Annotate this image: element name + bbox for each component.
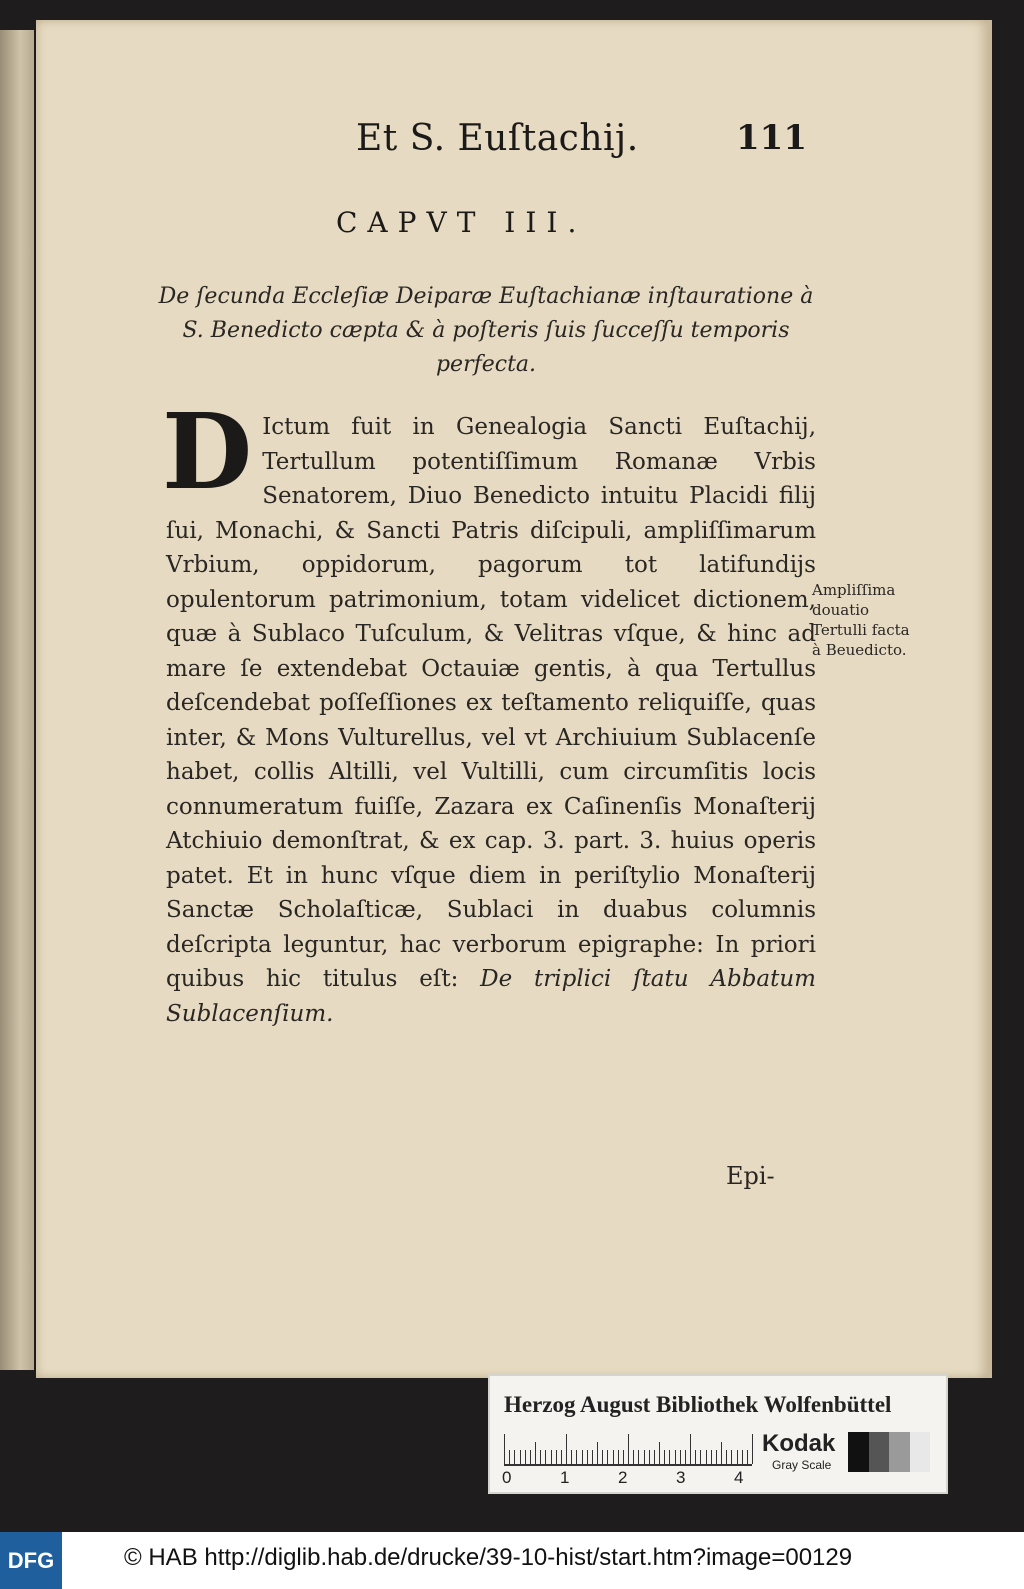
ruler-tick [525,1450,526,1464]
ruler-tick [582,1450,583,1464]
ruler-tick [571,1450,572,1464]
ruler-tick [659,1442,660,1464]
ruler-label: 2 [618,1468,628,1487]
ruler-labels [502,1468,762,1488]
measurement-ruler [504,1430,752,1466]
page-number: 111 [736,118,807,158]
ruler-label: 4 [734,1468,744,1487]
ruler-tick [545,1450,546,1464]
gray-scale-label: Gray Scale [772,1458,832,1472]
ruler-tick [644,1450,645,1464]
chapter-title: CAPVT III. [336,206,587,239]
ruler-label: 1 [560,1468,570,1487]
gray-swatch [848,1432,869,1472]
ruler-tick [706,1450,707,1464]
ruler-label: 3 [676,1468,686,1487]
kodak-brand: Kodak [762,1430,836,1457]
ruler-tick [742,1450,743,1464]
ruler-tick [613,1450,614,1464]
ruler-tick [576,1450,577,1464]
margin-note: Ampliſſima douatio Tertulli facta à Beuedicto. [812,581,910,659]
ruler-tick [654,1450,655,1464]
catchword: Epi- [726,1162,775,1190]
ruler-tick [649,1450,650,1464]
ruler-tick [607,1450,608,1464]
drop-cap: D [162,390,253,513]
ruler-tick [737,1450,738,1464]
body-italic: De triplici ſtatu Abbatum Sublacenſium. [166,966,816,1027]
ruler-tick [680,1450,681,1464]
body-paragraph: Ictum fuit in Genealogia Sancti Euſtachij, Tertullum potentiſſimum Romanæ Vrbis Senatorem, Diuo Benedicto intuitu Placidi filij ſui, Monachi, & Sancti Patris diſcipuli, ampliſſimarum Vrbium, oppidorum, pagorum tot latifundijs opulentorum patrimonium, totam videlicet dictionem, quæ à Sublaco Tuſculum, & Velitras vſque, & hinc ad mare ſe extendebat Octauiæ gentis, à qua Tertullus deſcendebat poſſeſſiones ex teſtamento reliquiſſe, quas inter, & Mons Vulturellus, vel vt Archiuium Sublacenſe habet, collis Altilli, vel Vultilli, cum circumſitis locis connumeratum fuiſſe, Zazara ex Caſinenſis Monaſterij Atchiuio demonſtrat, & ex cap. 3. part. 3. huius operis patet. Et in hunc vſque diem in periſtylio Monaſterij Sanctæ Scholaſticæ, Sublaci in duabus columnis deſcripta leguntur, hac verborum epigraphe: In priori quibus hic titulus eſt: [166,414,816,992]
ruler-tick [618,1450,619,1464]
ruler-tick [540,1450,541,1464]
ruler-tick [731,1450,732,1464]
ruler-tick [530,1450,531,1464]
ruler-tick [514,1450,515,1464]
ruler-tick [597,1442,598,1464]
ruler-tick [721,1442,722,1464]
gray-swatch [869,1432,890,1472]
ruler-tick [628,1434,629,1464]
ruler-tick [675,1450,676,1464]
ruler-tick [520,1450,521,1464]
ruler-tick [561,1450,562,1464]
ruler-tick [535,1442,536,1464]
page-edge [0,30,34,1370]
chapter-subtitle: De ſecunda Eccleſiæ Deiparæ Euſtachianæ inſtauratione à S. Benedicto cæpta & à poſteris ſuis ſucceſſu temporis perfecta. [158,284,814,377]
footer-bar [0,1532,1024,1589]
ruler-tick [747,1450,748,1464]
library-name: Herzog August Bibliothek Wolfenbüttel [504,1392,892,1417]
ruler-tick [638,1450,639,1464]
book-page [36,20,992,1378]
copyright-text: © HAB http://diglib.hab.de/drucke/39-10-hist/start.htm?image=00129 [124,1544,853,1571]
ruler-tick [695,1450,696,1464]
ruler-tick [566,1434,567,1464]
running-head: Et S. Euſtachij. [356,118,639,159]
ruler-tick [587,1450,588,1464]
ruler-tick [690,1434,691,1464]
gray-scale-swatches [848,1432,930,1472]
dfg-logo: DFG [0,1532,62,1589]
library-color-card [488,1374,948,1494]
ruler-tick [602,1450,603,1464]
ruler-tick [623,1450,624,1464]
ruler-tick [752,1434,753,1464]
ruler-tick [669,1450,670,1464]
ruler-tick [716,1450,717,1464]
ruler-tick [685,1450,686,1464]
gray-swatch [910,1432,931,1472]
ruler-tick [509,1450,510,1464]
ruler-tick [556,1450,557,1464]
body-text [162,390,816,1031]
ruler-label: 0 [502,1468,512,1487]
ruler-tick [700,1450,701,1464]
ruler-tick [504,1434,505,1464]
ruler-tick [551,1450,552,1464]
ruler-tick [664,1450,665,1464]
ruler-tick [726,1450,727,1464]
ruler-tick [633,1450,634,1464]
gray-swatch [889,1432,910,1472]
ruler-tick [711,1450,712,1464]
ruler-tick [592,1450,593,1464]
